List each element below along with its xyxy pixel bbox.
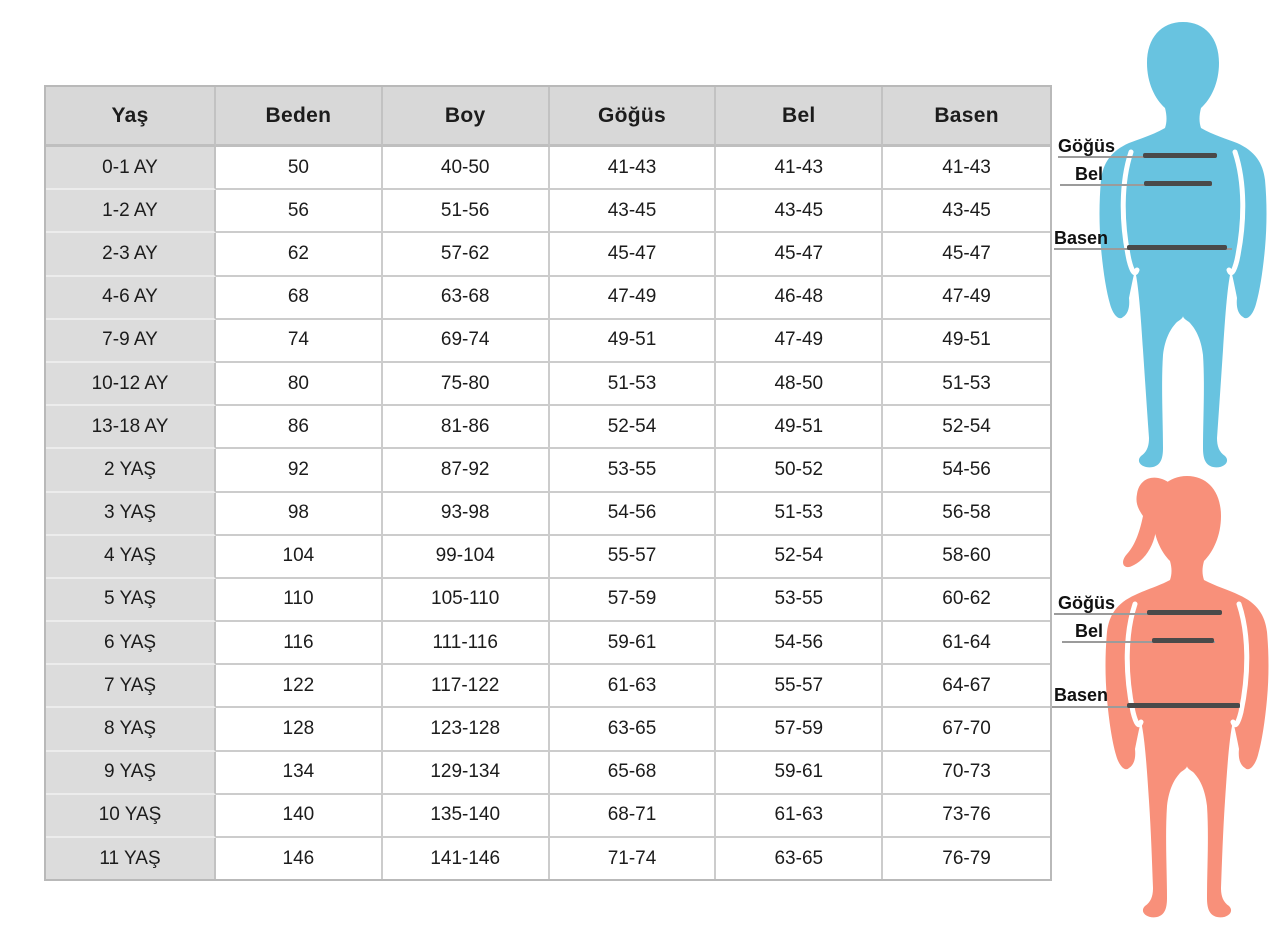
value-cell: 49-51: [716, 406, 883, 449]
table-row: [46, 708, 1050, 751]
value-cell: 63-65: [550, 708, 717, 751]
boy-waist-label: Bel: [1075, 164, 1104, 184]
girl-hip-label: Basen: [1054, 685, 1109, 705]
girl-waist-label: Bel: [1075, 621, 1104, 641]
size-table-header: [46, 87, 1050, 147]
table-row: [46, 665, 1050, 708]
row-label-cell: 0-1 AY: [46, 147, 216, 190]
value-cell: 41-43: [550, 147, 717, 190]
table-row: [46, 277, 1050, 320]
boy-chest-measure-bar: [1143, 153, 1217, 158]
row-label-cell: 7-9 AY: [46, 320, 216, 363]
column-header-bel: Bel: [716, 87, 883, 147]
value-cell: 49-51: [883, 320, 1050, 363]
boy-chest-label: Göğüs: [1058, 136, 1115, 156]
table-row: [46, 363, 1050, 406]
row-label-cell: 9 YAŞ: [46, 752, 216, 795]
value-cell: 87-92: [383, 449, 550, 492]
table-row: [46, 493, 1050, 536]
value-cell: 43-45: [883, 190, 1050, 233]
row-label-cell: 8 YAŞ: [46, 708, 216, 751]
value-cell: 40-50: [383, 147, 550, 190]
row-label-cell: 11 YAŞ: [46, 838, 216, 879]
value-cell: 54-56: [883, 449, 1050, 492]
value-cell: 86: [216, 406, 383, 449]
table-row: [46, 536, 1050, 579]
table-row: [46, 795, 1050, 838]
value-cell: 123-128: [383, 708, 550, 751]
value-cell: 68: [216, 277, 383, 320]
value-cell: 116: [216, 622, 383, 665]
value-cell: 51-53: [883, 363, 1050, 406]
value-cell: 61-64: [883, 622, 1050, 665]
value-cell: 81-86: [383, 406, 550, 449]
value-cell: 56-58: [883, 493, 1050, 536]
row-label-cell: 1-2 AY: [46, 190, 216, 233]
girl-waist-measure-bar: [1152, 638, 1214, 643]
value-cell: 46-48: [716, 277, 883, 320]
value-cell: 80: [216, 363, 383, 406]
table-row: [46, 190, 1050, 233]
value-cell: 117-122: [383, 665, 550, 708]
row-label-cell: 2-3 AY: [46, 233, 216, 276]
value-cell: 43-45: [716, 190, 883, 233]
value-cell: 69-74: [383, 320, 550, 363]
value-cell: 92: [216, 449, 383, 492]
value-cell: 45-47: [883, 233, 1050, 276]
value-cell: 70-73: [883, 752, 1050, 795]
value-cell: 53-55: [716, 579, 883, 622]
value-cell: 50: [216, 147, 383, 190]
column-header-gogus: Göğüs: [550, 87, 717, 147]
value-cell: 71-74: [550, 838, 717, 879]
value-cell: 111-116: [383, 622, 550, 665]
table-row: [46, 147, 1050, 190]
value-cell: 51-53: [716, 493, 883, 536]
column-header-basen: Basen: [883, 87, 1050, 147]
table-row: [46, 449, 1050, 492]
value-cell: 64-67: [883, 665, 1050, 708]
value-cell: 41-43: [716, 147, 883, 190]
value-cell: 98: [216, 493, 383, 536]
value-cell: 134: [216, 752, 383, 795]
value-cell: 93-98: [383, 493, 550, 536]
value-cell: 51-56: [383, 190, 550, 233]
table-row: [46, 752, 1050, 795]
value-cell: 43-45: [550, 190, 717, 233]
boy-hip-label: Basen: [1054, 228, 1109, 248]
value-cell: 129-134: [383, 752, 550, 795]
row-label-cell: 3 YAŞ: [46, 493, 216, 536]
size-table: [44, 85, 1052, 881]
value-cell: 140: [216, 795, 383, 838]
value-cell: 52-54: [716, 536, 883, 579]
value-cell: 47-49: [716, 320, 883, 363]
boy-hip-measure-bar: [1127, 245, 1227, 250]
row-label-cell: 10-12 AY: [46, 363, 216, 406]
girl-hip-measure-bar: [1127, 703, 1240, 708]
girl-chest-label: Göğüs: [1058, 593, 1115, 613]
row-label-cell: 7 YAŞ: [46, 665, 216, 708]
row-label-cell: 5 YAŞ: [46, 579, 216, 622]
value-cell: 67-70: [883, 708, 1050, 751]
value-cell: 56: [216, 190, 383, 233]
value-cell: 68-71: [550, 795, 717, 838]
value-cell: 57-59: [550, 579, 717, 622]
value-cell: 104: [216, 536, 383, 579]
value-cell: 61-63: [716, 795, 883, 838]
value-cell: 74: [216, 320, 383, 363]
value-cell: 61-63: [550, 665, 717, 708]
row-label-cell: 10 YAŞ: [46, 795, 216, 838]
value-cell: 53-55: [550, 449, 717, 492]
value-cell: 135-140: [383, 795, 550, 838]
value-cell: 49-51: [550, 320, 717, 363]
row-label-cell: 2 YAŞ: [46, 449, 216, 492]
value-cell: 62: [216, 233, 383, 276]
value-cell: 50-52: [716, 449, 883, 492]
value-cell: 58-60: [883, 536, 1050, 579]
table-row: [46, 838, 1050, 879]
table-row: [46, 406, 1050, 449]
table-row: [46, 579, 1050, 622]
value-cell: 128: [216, 708, 383, 751]
value-cell: 75-80: [383, 363, 550, 406]
value-cell: 55-57: [550, 536, 717, 579]
row-label-cell: 4 YAŞ: [46, 536, 216, 579]
row-label-cell: 13-18 AY: [46, 406, 216, 449]
value-cell: 60-62: [883, 579, 1050, 622]
value-cell: 57-59: [716, 708, 883, 751]
column-header-boy: Boy: [383, 87, 550, 147]
table-row: [46, 622, 1050, 665]
value-cell: 45-47: [716, 233, 883, 276]
value-cell: 55-57: [716, 665, 883, 708]
value-cell: 65-68: [550, 752, 717, 795]
value-cell: 110: [216, 579, 383, 622]
table-row: [46, 233, 1050, 276]
value-cell: 63-65: [716, 838, 883, 879]
value-cell: 122: [216, 665, 383, 708]
value-cell: 54-56: [716, 622, 883, 665]
table-row: [46, 320, 1050, 363]
column-header-beden: Beden: [216, 87, 383, 147]
girl-chest-measure-bar: [1147, 610, 1222, 615]
girl-silhouette: [1055, 468, 1275, 948]
value-cell: 51-53: [550, 363, 717, 406]
row-label-cell: 6 YAŞ: [46, 622, 216, 665]
value-cell: 146: [216, 838, 383, 879]
value-cell: 141-146: [383, 838, 550, 879]
value-cell: 47-49: [550, 277, 717, 320]
value-cell: 59-61: [716, 752, 883, 795]
value-cell: 48-50: [716, 363, 883, 406]
value-cell: 99-104: [383, 536, 550, 579]
header-row: [46, 87, 1050, 147]
value-cell: 73-76: [883, 795, 1050, 838]
size-table-body: [46, 147, 1050, 879]
value-cell: 54-56: [550, 493, 717, 536]
value-cell: 52-54: [883, 406, 1050, 449]
value-cell: 47-49: [883, 277, 1050, 320]
value-cell: 63-68: [383, 277, 550, 320]
value-cell: 52-54: [550, 406, 717, 449]
value-cell: 41-43: [883, 147, 1050, 190]
value-cell: 105-110: [383, 579, 550, 622]
row-label-cell: 4-6 AY: [46, 277, 216, 320]
column-header-yas: Yaş: [46, 87, 216, 147]
value-cell: 76-79: [883, 838, 1050, 879]
boy-waist-measure-bar: [1144, 181, 1212, 186]
value-cell: 57-62: [383, 233, 550, 276]
value-cell: 59-61: [550, 622, 717, 665]
value-cell: 45-47: [550, 233, 717, 276]
